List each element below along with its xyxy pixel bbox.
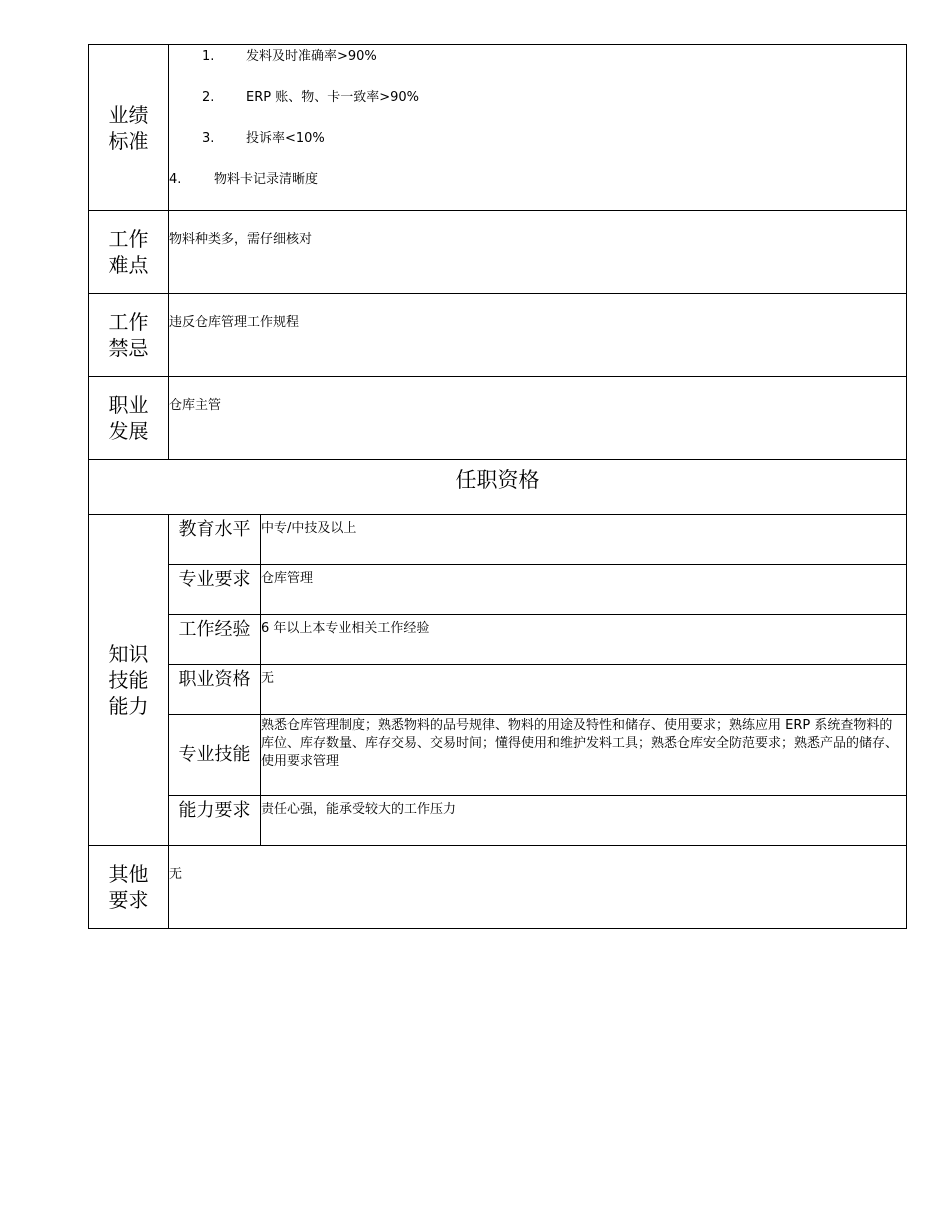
- performance-item: [169, 86, 906, 127]
- taboo-row: [89, 294, 907, 377]
- performance-item-number: 2.: [202, 90, 215, 105]
- other-content: 无: [169, 846, 907, 929]
- qualification-row: [89, 565, 907, 615]
- performance-item-text: 物料卡记录清晰度: [214, 172, 319, 187]
- performance-label: 业绩标准: [108, 102, 149, 153]
- qualification-row: [89, 665, 907, 715]
- performance-item-number: 1.: [202, 49, 215, 64]
- qualification-row: [89, 515, 907, 565]
- other-label-cell: [89, 846, 169, 929]
- qualifications-title-row: [89, 460, 907, 515]
- qualification-row: [89, 715, 907, 796]
- difficulty-row: [89, 211, 907, 294]
- performance-item-text: 投诉率<10%: [246, 131, 325, 146]
- job-description-document: [88, 44, 906, 929]
- major-label: 专业要求: [169, 565, 261, 615]
- career-label: 职业发展: [108, 393, 149, 443]
- taboo-label: 工作禁忌: [108, 310, 149, 360]
- performance-item: [169, 127, 906, 168]
- career-content: 仓库主管: [169, 377, 907, 460]
- performance-item: [169, 45, 906, 86]
- qualification-row: [89, 615, 907, 665]
- knowledge-label: 知识技能能力: [108, 642, 149, 718]
- qualifications-title: 任职资格: [89, 460, 907, 515]
- performance-item-text: ERP 账、物、卡一致率>90%: [246, 90, 420, 105]
- skills-label: 专业技能: [169, 715, 261, 796]
- difficulty-label-cell: [89, 211, 169, 294]
- education-label: 教育水平: [169, 515, 261, 565]
- qualification-row: [89, 796, 907, 846]
- ability-label: 能力要求: [169, 796, 261, 846]
- other-label: 其他要求: [108, 862, 149, 912]
- performance-item-number: 4.: [169, 172, 182, 187]
- career-row: [89, 377, 907, 460]
- difficulty-content: 物料种类多，需仔细核对: [169, 211, 907, 294]
- performance-label-cell: [89, 45, 169, 211]
- certification-value: 无: [261, 665, 907, 715]
- skills-value: 熟悉仓库管理制度；熟悉物料的品号规律、物料的用途及特性和储存、使用要求；熟练应用 ERP 系统查物料的库位、库存数量、库存交易、交易时间；懂得使用和维护发料工具；熟悉仓库安全防范要求；熟悉产品的储存、使用要求管理: [261, 715, 907, 796]
- knowledge-label-cell: [89, 515, 169, 846]
- performance-item: [169, 168, 906, 209]
- career-label-cell: [89, 377, 169, 460]
- certification-label: 职业资格: [169, 665, 261, 715]
- experience-label: 工作经验: [169, 615, 261, 665]
- performance-content: [169, 45, 907, 211]
- performance-item-number: 3.: [202, 131, 215, 146]
- difficulty-label: 工作难点: [108, 227, 149, 277]
- taboo-content: 违反仓库管理工作规程: [169, 294, 907, 377]
- performance-item-text: 发料及时准确率>90%: [246, 49, 377, 64]
- taboo-label-cell: [89, 294, 169, 377]
- experience-value: 6 年以上本专业相关工作经验: [261, 615, 907, 665]
- job-description-table: [88, 44, 907, 929]
- major-value: 仓库管理: [261, 565, 907, 615]
- ability-value: 责任心强，能承受较大的工作压力: [261, 796, 907, 846]
- performance-row: [89, 45, 907, 211]
- other-row: [89, 846, 907, 929]
- education-value: 中专/中技及以上: [261, 515, 907, 565]
